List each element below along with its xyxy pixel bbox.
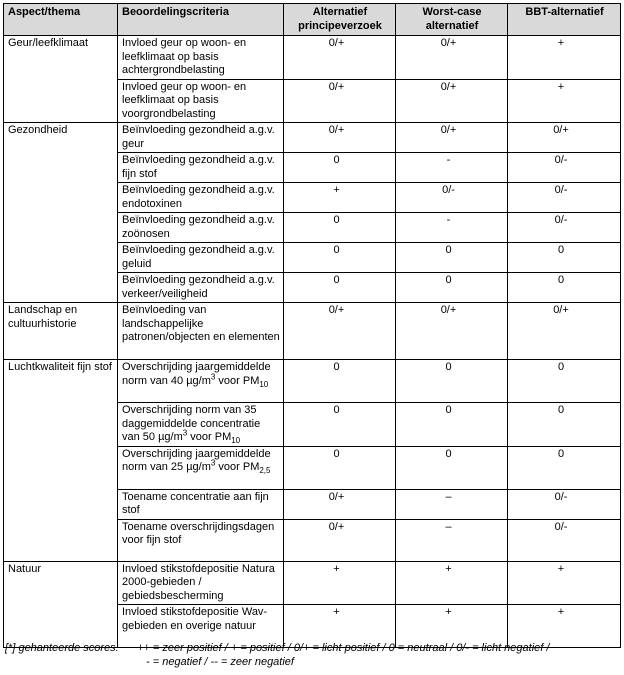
criterion-cell: Beïnvloeding gezondheid a.g.v. fijn stof	[118, 153, 284, 183]
score-alt2: 0/-	[396, 183, 508, 213]
criterion-cell: Invloed geur op woon- en leefklimaat op basis voorgrondbelasting	[118, 79, 284, 123]
header-aspect: Aspect/thema	[4, 4, 118, 36]
criterion-text: Overschrijding norm van 35 daggemiddelde concentratie van 50 µg/m	[122, 404, 261, 443]
score-alt2: 0/+	[396, 303, 508, 360]
criterion-sup: 3	[210, 371, 216, 381]
criterion-cell: Invloed stikstofdepositie Wav-gebieden en overige natuur	[118, 605, 284, 648]
group-natuur: Natuur	[4, 561, 118, 648]
criterion-text: voor PM	[215, 374, 260, 387]
table-header-row	[4, 4, 621, 36]
score-alt1: 0	[284, 153, 396, 183]
assessment-table-container	[3, 3, 621, 648]
footnote-line-1	[5, 641, 617, 655]
header-alternative-bbt: BBT-alternatief	[508, 4, 621, 36]
criterion-cell	[118, 446, 284, 489]
score-alt2: 0	[396, 446, 508, 489]
score-alt1: 0	[284, 403, 396, 447]
criterion-text: Overschrijding jaargemiddelde norm van 40 µg/m	[122, 361, 271, 387]
score-alt1: 0	[284, 446, 396, 489]
score-alt1: 0	[284, 360, 396, 403]
score-alt3: 0/+	[508, 123, 621, 153]
criterion-text: Overschrijding jaargemiddelde norm van 25 µg/m	[122, 447, 271, 473]
score-alt3: 0	[508, 243, 621, 273]
criterion-cell: Beïnvloeding gezondheid a.g.v. geur	[118, 123, 284, 153]
score-alt3: 0/-	[508, 489, 621, 519]
table-row	[4, 123, 621, 153]
criterion-cell	[118, 360, 284, 403]
footnote-label: [*] gehanteerde scores:	[5, 642, 119, 654]
criterion-cell: Beïnvloeding gezondheid a.g.v. geluid	[118, 243, 284, 273]
score-alt2: 0	[396, 360, 508, 403]
score-alt3: +	[508, 561, 621, 605]
footnote-scores-2: - = negatief / -- = zeer negatief	[146, 656, 294, 668]
criterion-cell: Invloed geur op woon- en leefklimaat op basis achtergrondbelasting	[118, 36, 284, 80]
assessment-table	[3, 3, 621, 648]
footnote	[5, 641, 617, 669]
criterion-sub: 10	[231, 436, 241, 446]
score-alt1: 0/+	[284, 79, 396, 123]
score-alt2: -	[396, 213, 508, 243]
score-alt3: +	[508, 605, 621, 648]
score-alt3: 0/+	[508, 303, 621, 360]
score-alt2: 0/+	[396, 123, 508, 153]
table-row	[4, 303, 621, 360]
criterion-cell: Beïnvloeding van landschappelijke patronen/objecten en elementen	[118, 303, 284, 360]
score-alt1: 0/+	[284, 519, 396, 561]
header-alternative-principle: Alternatief principeverzoek	[284, 4, 396, 36]
criterion-sup: 3	[210, 458, 216, 468]
table-row	[4, 561, 621, 605]
score-alt2: +	[396, 561, 508, 605]
group-landschap: Landschap en cultuurhistorie	[4, 303, 118, 360]
header-alternative-worst-case: Worst-case alternatief	[396, 4, 508, 36]
score-alt2: +	[396, 605, 508, 648]
score-alt3: 0	[508, 360, 621, 403]
score-alt2: -	[396, 153, 508, 183]
score-alt3: +	[508, 36, 621, 80]
score-alt1: 0	[284, 273, 396, 303]
score-alt2: –	[396, 489, 508, 519]
criterion-cell	[118, 403, 284, 447]
score-alt1: +	[284, 605, 396, 648]
score-alt3: 0	[508, 273, 621, 303]
criterion-sub: 2,5	[259, 466, 271, 476]
criterion-cell: Beïnvloeding gezondheid a.g.v. verkeer/veiligheid	[118, 273, 284, 303]
score-alt1: +	[284, 183, 396, 213]
criterion-text: voor PM	[215, 461, 260, 473]
criterion-cell: Beïnvloeding gezondheid a.g.v. endotoxinen	[118, 183, 284, 213]
score-alt3: 0	[508, 446, 621, 489]
score-alt3: 0/-	[508, 153, 621, 183]
group-luchtkwaliteit: Luchtkwaliteit fijn stof	[4, 360, 118, 562]
score-alt1: 0/+	[284, 123, 396, 153]
group-gezondheid: Gezondheid	[4, 123, 118, 303]
score-alt3: +	[508, 79, 621, 123]
score-alt2: 0	[396, 243, 508, 273]
criterion-cell: Invloed stikstofdepositie Natura 2000-gebieden / gebiedsbescherming	[118, 561, 284, 605]
footnote-scores-1: ++ = zeer positief / + = positief / 0/+ = licht positief / 0 = neutraal / 0/- = licht negatief /	[137, 642, 550, 654]
score-alt2: –	[396, 519, 508, 561]
score-alt2: 0	[396, 403, 508, 447]
score-alt1: 0	[284, 213, 396, 243]
table-row	[4, 360, 621, 403]
table-row	[4, 36, 621, 80]
criterion-cell: Beïnvloeding gezondheid a.g.v. zoönosen	[118, 213, 284, 243]
criterion-text: voor PM	[187, 431, 232, 443]
group-geur: Geur/leefklimaat	[4, 36, 118, 123]
score-alt3: 0/-	[508, 519, 621, 561]
score-alt2: 0/+	[396, 36, 508, 80]
score-alt3: 0	[508, 403, 621, 447]
header-criteria: Beoordelingscriteria	[118, 4, 284, 36]
criterion-cell: Toename concentratie aan fijn stof	[118, 489, 284, 519]
score-alt2: 0	[396, 273, 508, 303]
score-alt3: 0/-	[508, 213, 621, 243]
score-alt1: 0	[284, 243, 396, 273]
score-alt1: 0/+	[284, 489, 396, 519]
criterion-sup: 3	[182, 428, 188, 438]
score-alt3: 0/-	[508, 183, 621, 213]
score-alt1: 0/+	[284, 303, 396, 360]
score-alt1: +	[284, 561, 396, 605]
criterion-cell: Toename overschrijdingsdagen voor fijn stof	[118, 519, 284, 561]
score-alt2: 0/+	[396, 79, 508, 123]
score-alt1: 0/+	[284, 36, 396, 80]
criterion-sub: 10	[259, 379, 269, 389]
